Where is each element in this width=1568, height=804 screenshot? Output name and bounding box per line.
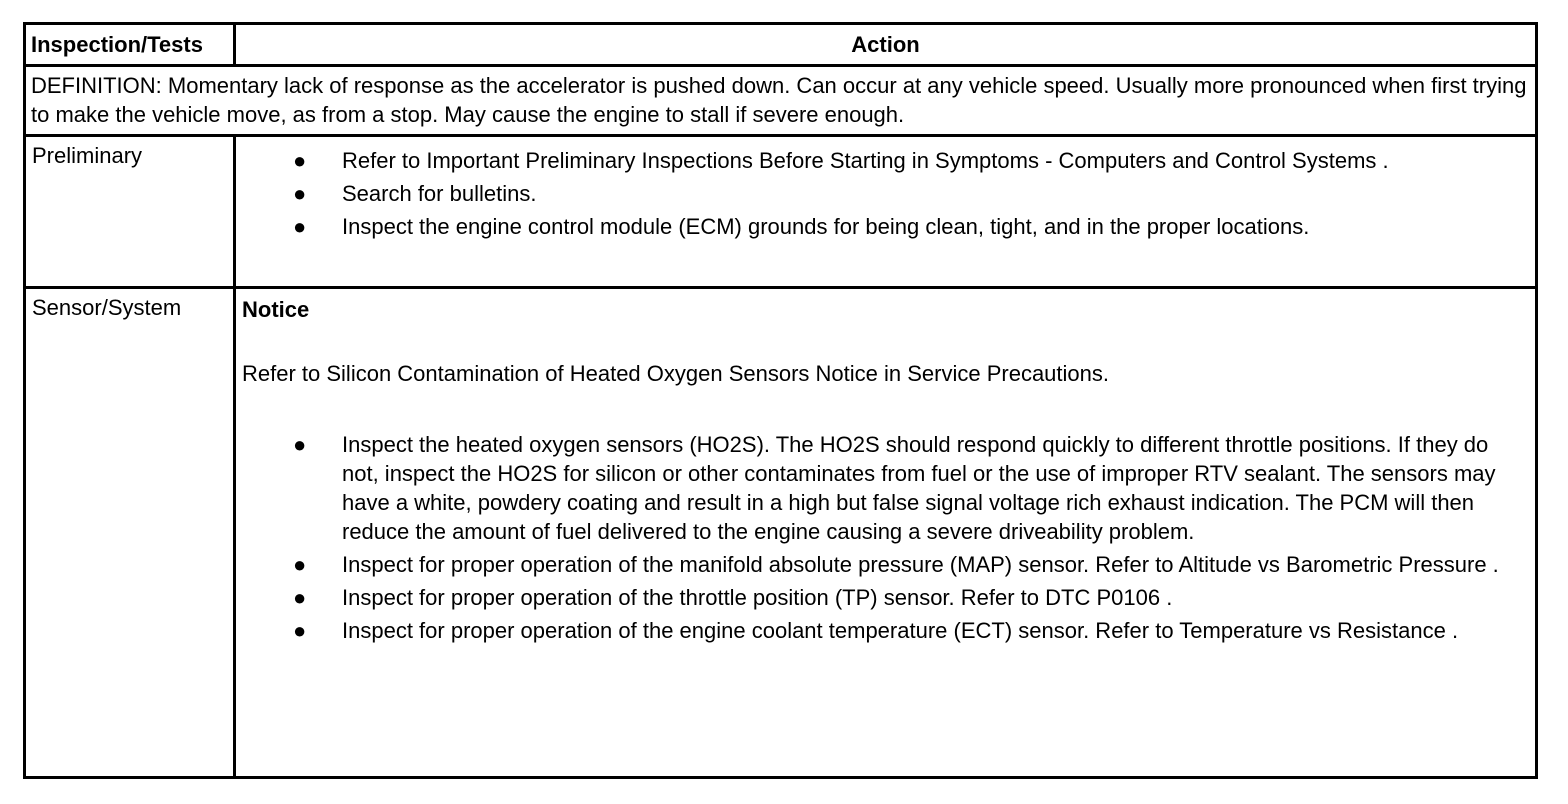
bullet-icon: ●: [293, 214, 307, 239]
header-action: Action: [851, 32, 920, 57]
preliminary-label: Preliminary: [26, 137, 236, 286]
preliminary-bullet-list: [236, 146, 1535, 241]
preliminary-row: [26, 137, 1535, 289]
list-item-text: Inspect the heated oxygen sensors (HO2S). The HO2S should respond quickly to different throttle positions. If they do not, inspect the HO2S for silicon or other contaminates from fuel or the use of improper RTV sealant. The sensors may have a white, powdery coating and result in a high but false signal voltage rich exhaust indication. The PCM will then reduce the amount of fuel delivered to the engine causing a severe driveability problem.: [342, 432, 1496, 544]
bullet-icon: ●: [293, 148, 307, 173]
sensor-system-row: [26, 289, 1535, 776]
list-item: [236, 616, 1535, 645]
list-item-text: Inspect for proper operation of the manifold absolute pressure (MAP) sensor. Refer to Altitude vs Barometric Pressure .: [342, 552, 1499, 577]
list-item-text: Inspect the engine control module (ECM) grounds for being clean, tight, and in the proper locations.: [342, 214, 1310, 239]
sensor-bullet-list: [236, 430, 1535, 645]
list-item: [236, 430, 1535, 546]
table-header-row: [26, 25, 1535, 67]
list-item: [236, 212, 1535, 241]
bullet-icon: ●: [293, 585, 307, 610]
definition-row: [26, 67, 1535, 137]
preliminary-actions: [236, 137, 1535, 286]
sensor-system-label: Sensor/System: [26, 289, 236, 776]
list-item: [236, 550, 1535, 579]
list-item-text: Refer to Important Preliminary Inspections Before Starting in Symptoms - Computers and Control Systems .: [342, 148, 1389, 173]
bullet-icon: ●: [293, 618, 307, 643]
bullet-icon: ●: [293, 552, 307, 577]
definition-text: DEFINITION: Momentary lack of response as the accelerator is pushed down. Can occur at any vehicle speed. Usually more pronounced when first trying to make the vehicle move, as from a stop. May cause the engine to stall if severe enough.: [31, 73, 1527, 127]
list-item: [236, 179, 1535, 208]
notice-text: Refer to Silicon Contamination of Heated Oxygen Sensors Notice in Service Precautions.: [242, 361, 1109, 386]
list-item: [236, 583, 1535, 612]
list-item-text: Search for bulletins.: [342, 181, 537, 206]
bullet-icon: ●: [293, 181, 307, 206]
header-inspection-tests: Inspection/Tests: [26, 25, 236, 64]
inspection-table: [23, 22, 1538, 779]
list-item: [236, 146, 1535, 175]
list-item-text: Inspect for proper operation of the throttle position (TP) sensor. Refer to DTC P0106 .: [342, 585, 1173, 610]
sensor-system-actions: [236, 289, 1535, 776]
list-item-text: Inspect for proper operation of the engine coolant temperature (ECT) sensor. Refer to Temperature vs Resistance .: [342, 618, 1459, 643]
bullet-icon: ●: [293, 432, 307, 457]
notice-title: Notice: [242, 297, 310, 322]
